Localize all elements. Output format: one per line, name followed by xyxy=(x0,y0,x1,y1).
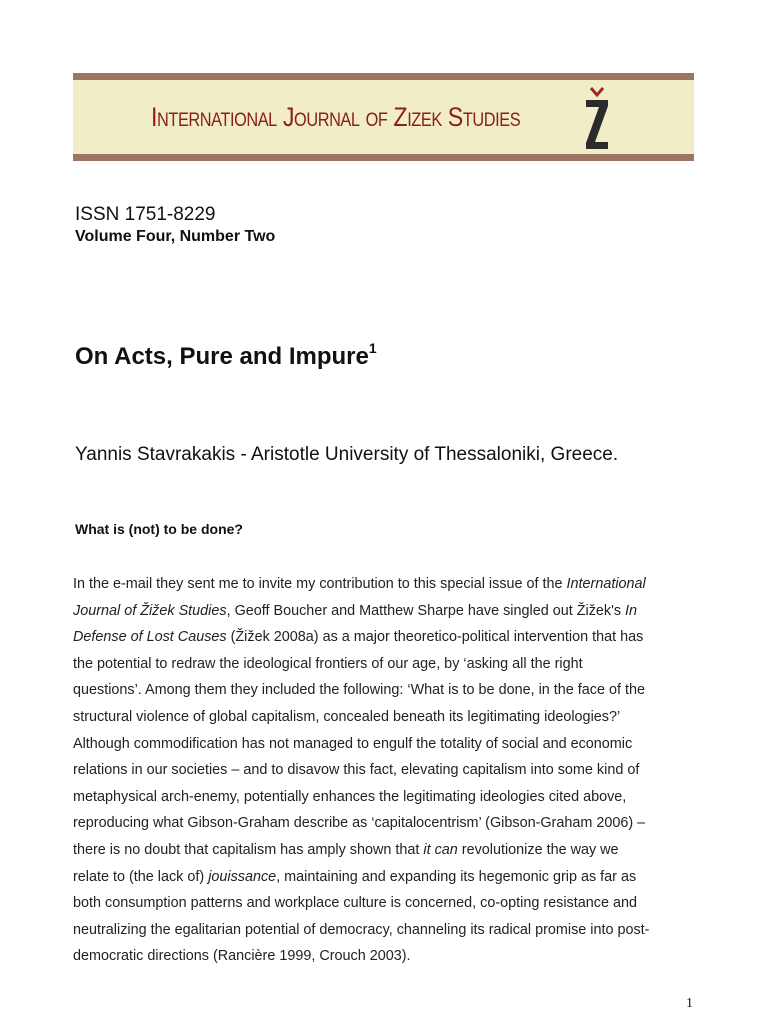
body-paragraph xyxy=(73,571,697,970)
body-line: neutralizing the egalitarian potential of democracy, channeling its radical promise into post- xyxy=(73,921,650,938)
page-number: 1 xyxy=(686,996,693,1011)
section-heading: What is (not) to be done? xyxy=(75,521,243,537)
article-title-text: On Acts, Pure and Impure xyxy=(75,343,369,370)
body-line: questions’. Among them they included the following: ‘What is to be done, in the face of the xyxy=(73,682,645,699)
body-line: relate to (the lack of) jouissance, maintaining and expanding its hegemonic grip as far as xyxy=(73,868,637,885)
body-line: relations in our societies – and to disavow this fact, elevating capitalism into some kind of xyxy=(73,762,640,779)
body-line: democratic directions (Rancière 1999, Crouch 2003). xyxy=(73,948,411,965)
body-line: Defense of Lost Causes (Žižek 2008a) as a major theoretico-political intervention that has xyxy=(73,629,644,646)
body-line: metaphysical arch-enemy, potentially enhances the legitimating ideologies cited above, xyxy=(73,788,627,805)
volume-number: Volume Four, Number Two xyxy=(75,228,276,245)
article-title xyxy=(75,342,377,371)
body-line: there is no doubt that capitalism has amply shown that it can revolutionize the way we xyxy=(73,841,619,858)
footnote-marker[interactable]: 1 xyxy=(368,340,377,356)
journal-logo-icon xyxy=(583,86,611,150)
body-line: In the e-mail they sent me to invite my contribution to this special issue of the International xyxy=(73,576,646,592)
author-affiliation: Yannis Stavrakakis - Aristotle University of Thessaloniki, Greece. xyxy=(75,444,619,465)
body-line: Although commodification has not managed to engulf the totality of social and economic xyxy=(73,735,633,752)
issn: ISSN 1751-8229 xyxy=(75,204,216,225)
body-line: both consumption patterns and workplace culture is concerned, co-opting resistance and xyxy=(73,895,637,912)
journal-banner xyxy=(73,73,694,161)
body-line: Journal of Žižek Studies, Geoff Boucher and Matthew Sharpe have singled out Žižek's In xyxy=(73,602,638,619)
journal-title: International Journal of Zizek Studies xyxy=(151,102,521,132)
body-line: structural violence of global capitalism, concealed beneath its legitimating ideologies?’ xyxy=(73,708,621,725)
body-line: reproducing what Gibson-Graham describe as ‘capitalocentrism’ (Gibson-Graham 2006) – xyxy=(73,815,646,832)
body-line: the potential to redraw the ideological frontiers of our age, by ‘asking all the right xyxy=(73,655,583,672)
